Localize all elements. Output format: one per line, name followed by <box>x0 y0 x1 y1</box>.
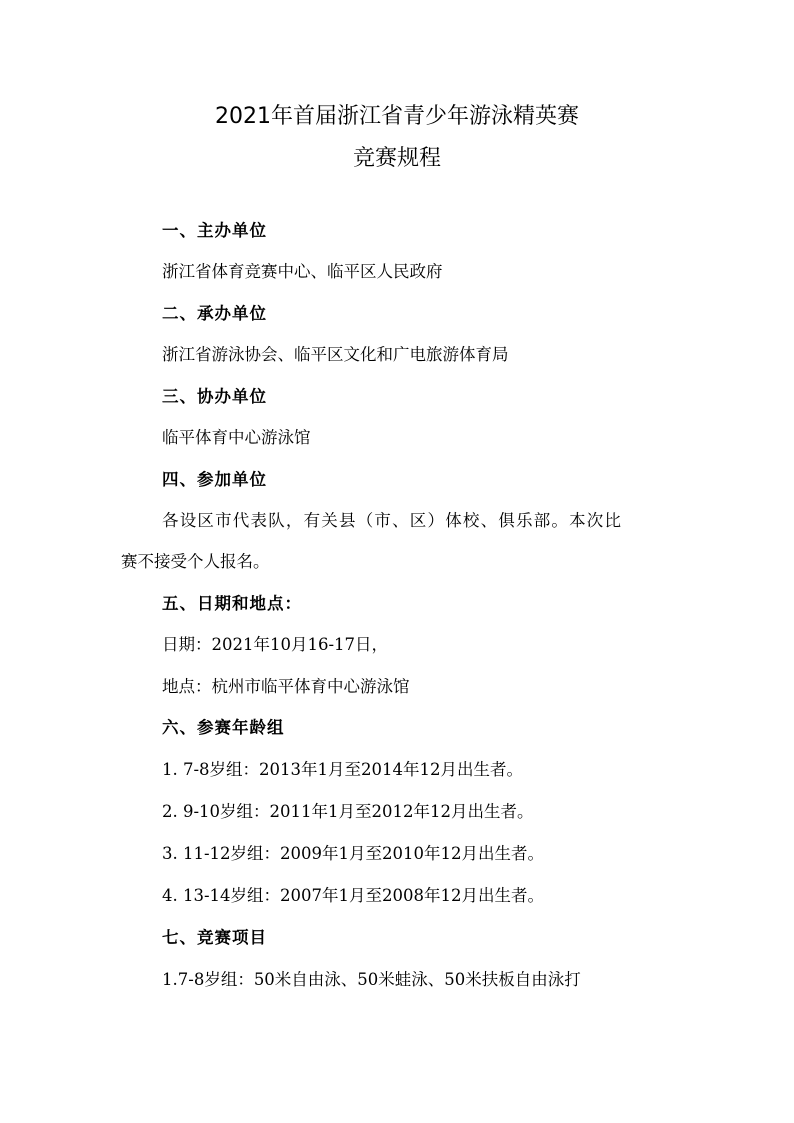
section-text-organizer: 浙江省体育竞赛中心、临平区人民政府 <box>162 262 443 281</box>
document-subtitle: 竞赛规程 <box>352 146 441 171</box>
section-text-participants-line2: 赛不接受个人报名。 <box>121 552 270 571</box>
list-item: 1. 7-8岁组：2013年1月至2014年12月出生者。 <box>162 760 524 779</box>
section-text-participants-line1: 各设区市代表队，有关县（市、区）体校、俱乐部。本次比 <box>162 511 623 530</box>
list-item: 2. 9-10岁组：2011年1月至2012年12月出生者。 <box>162 802 534 821</box>
section-heading-undertaker: 二、承办单位 <box>162 304 267 323</box>
event-date: 日期：2021年10月16-17日， <box>162 635 389 654</box>
section-heading-organizer: 一、主办单位 <box>162 221 267 240</box>
list-item: 4. 13-14岁组：2007年1月至2008年12月出生者。 <box>162 886 545 905</box>
section-heading-events: 七、竞赛项目 <box>162 928 267 947</box>
section-text-co-organizer: 临平体育中心游泳馆 <box>162 428 311 447</box>
list-item: 3. 11-12岁组：2009年1月至2010年12月出生者。 <box>162 844 545 863</box>
section-heading-participants: 四、参加单位 <box>162 470 267 489</box>
section-heading-co-organizer: 三、协办单位 <box>162 387 267 406</box>
document-title: 2021年首届浙江省青少年游泳精英赛 <box>215 104 579 129</box>
section-heading-date-venue: 五、日期和地点： <box>162 594 302 613</box>
event-venue: 地点：杭州市临平体育中心游泳馆 <box>162 677 410 696</box>
section-heading-age-groups: 六、参赛年龄组 <box>162 718 285 737</box>
section-text-undertaker: 浙江省游泳协会、临平区文化和广电旅游体育局 <box>162 345 509 364</box>
list-item: 1.7-8岁组：50米自由泳、50米蛙泳、50米扶板自由泳打 <box>162 970 581 989</box>
